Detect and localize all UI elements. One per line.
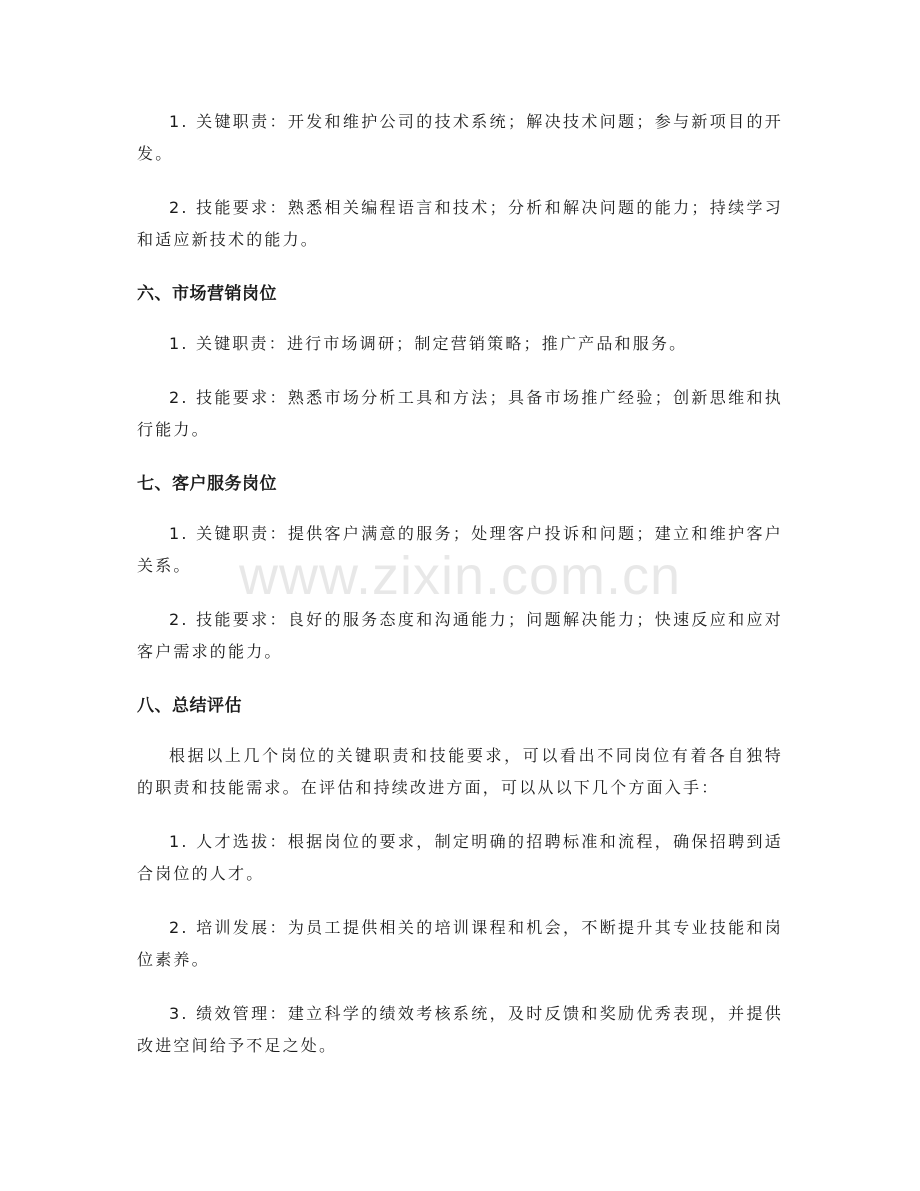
paragraph-marketing-skills: 2. 技能要求：熟悉市场分析工具和方法；具备市场推广经验；创新思维和执行能力。 <box>137 388 783 439</box>
paragraph-training-development: 2. 培训发展：为员工提供相关的培训课程和机会，不断提升其专业技能和岗位素养。 <box>137 918 783 969</box>
paragraph-tech-skills: 2. 技能要求：熟悉相关编程语言和技术；分析和解决问题的能力；持续学习和适应新技术的能力。 <box>137 198 783 249</box>
paragraph-tech-duties: 1. 关键职责：开发和维护公司的技术系统；解决技术问题；参与新项目的开发。 <box>137 112 783 163</box>
paragraph-service-skills: 2. 技能要求：良好的服务态度和沟通能力；问题解决能力；快速反应和应对客户需求的能力。 <box>137 610 783 661</box>
paragraph-performance-management: 3. 绩效管理：建立科学的绩效考核系统，及时反馈和奖励优秀表现，并提供改进空间给予不足之处。 <box>137 1004 783 1055</box>
paragraph-service-duties: 1. 关键职责：提供客户满意的服务；处理客户投诉和问题；建立和维护客户关系。 <box>137 524 783 575</box>
section-heading-customer-service: 七、客户服务岗位 <box>137 474 277 494</box>
watermark: www.zixin.com.cn <box>238 546 682 606</box>
section-heading-marketing: 六、市场营销岗位 <box>137 284 277 304</box>
document-body <box>137 106 783 1084</box>
section-heading-summary: 八、总结评估 <box>137 696 242 716</box>
paragraph-summary-intro: 根据以上几个岗位的关键职责和技能要求，可以看出不同岗位有着各自独特的职责和技能需求。在评估和持续改进方面，可以从以下几个方面入手： <box>137 746 783 797</box>
paragraph-marketing-duties: 1. 关键职责：进行市场调研；制定营销策略；推广产品和服务。 <box>169 334 688 353</box>
paragraph-talent-selection: 1. 人才选拔：根据岗位的要求，制定明确的招聘标准和流程，确保招聘到适合岗位的人才。 <box>137 832 783 883</box>
